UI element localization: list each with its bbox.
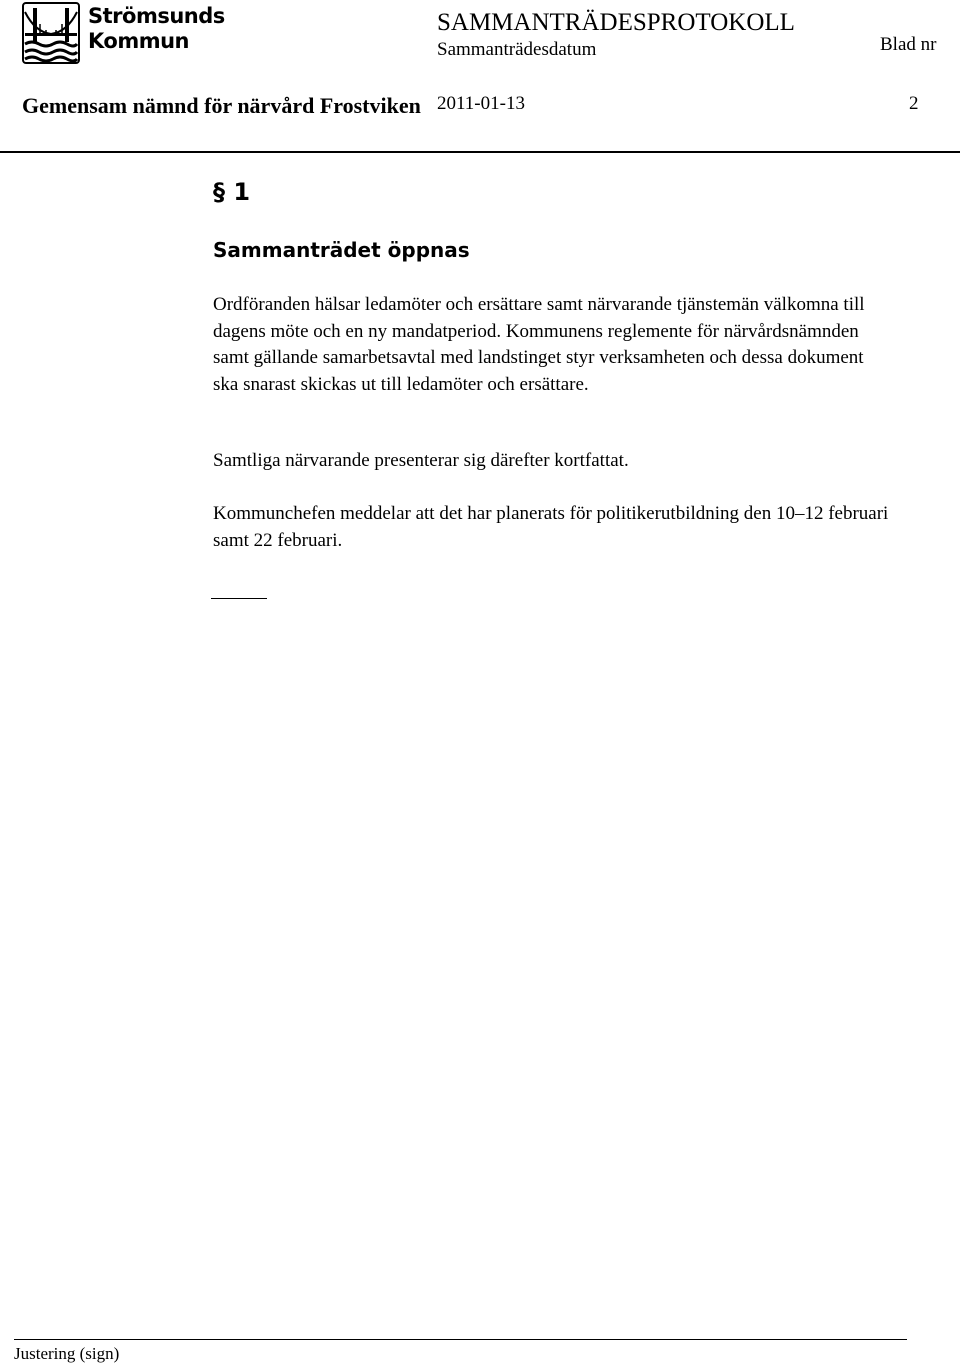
- organization-name: Gemensam nämnd för närvård Frostviken: [22, 93, 421, 118]
- signature-label: Justering (sign): [14, 1344, 120, 1363]
- meeting-date: 2011-01-13: [437, 93, 525, 114]
- meeting-date-label: Sammanträdesdatum: [437, 39, 597, 60]
- paragraph-opening: Ordföranden hälsar ledamöter och ersättare samt närvarande tjänstemän välkomna till dagens möte och en ny mandatperiod. Kommunens reglemente för närvårdsnämnden samt gällande samarbetsavtal med landstinget styr verksamheten och dessa dokument ska snarast skickas ut till ledamöter och ersättare.: [213, 294, 865, 395]
- footer-divider: [14, 1339, 907, 1340]
- section-end-rule: [211, 598, 267, 599]
- header-divider: [0, 151, 960, 153]
- section-number: § 1: [213, 178, 251, 206]
- logo-text-line2: Kommun: [88, 29, 189, 53]
- paragraph-presentations: Samtliga närvarande presenterar sig därefter kortfattat.: [213, 450, 629, 471]
- logo-text-line1: Strömsunds: [88, 4, 225, 28]
- page-number: 2: [909, 93, 919, 114]
- bridge-emblem-icon: [22, 2, 80, 64]
- section-title: Sammanträdet öppnas: [213, 238, 470, 262]
- page-number-label: Blad nr: [880, 34, 937, 55]
- paragraph-training: Kommunchefen meddelar att det har planerats för politikerutbildning den 10–12 februari samt 22 februari.: [213, 503, 889, 551]
- municipality-logo: [22, 2, 225, 66]
- document-title: SAMMANTRÄDESPROTOKOLL: [437, 9, 795, 36]
